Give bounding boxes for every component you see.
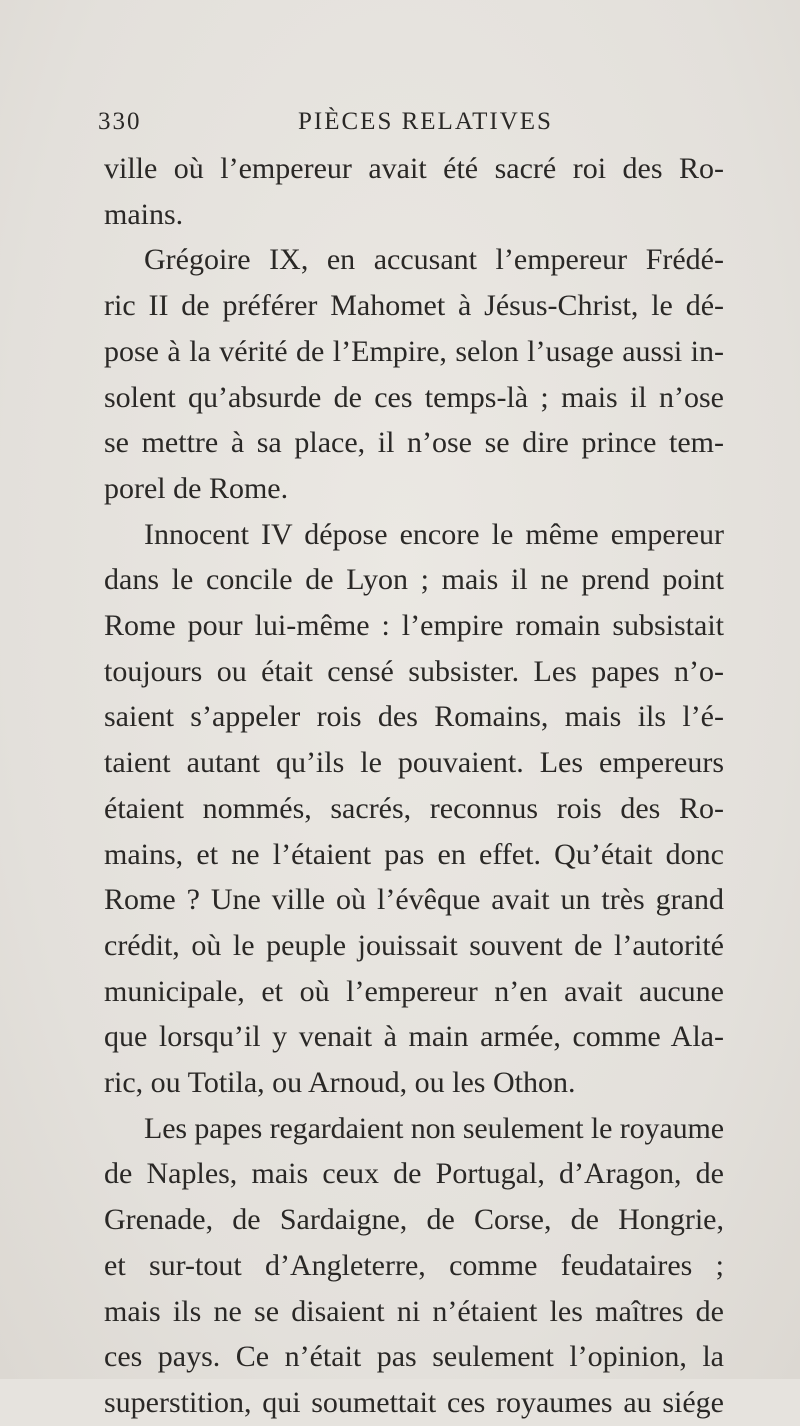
text-line: Grenade, de Sardaigne, de Corse, de Hongrie, [104, 1203, 724, 1237]
text-line: ces pays. Ce n’était pas seulement l’opinion, la [104, 1340, 724, 1374]
text-line: superstition, qui soumettait ces royaumes au siége [104, 1385, 724, 1419]
text-line: porel de Rome. [104, 471, 289, 505]
paragraph-start-line: Les papes regardaient non seulement le royaume [144, 1111, 725, 1145]
text-line: mains. [104, 197, 184, 231]
text-line: étaient nommés, sacrés, reconnus rois des Ro- [104, 791, 724, 825]
running-title: PIÈCES RELATIVES [298, 108, 553, 135]
text-line: que lorsqu’il y venait à main armée, comme Ala- [104, 1020, 724, 1054]
text-line: saient s’appeler rois des Romains, mais ils l’é- [104, 700, 724, 734]
text-line: Rome ? Une ville où l’évêque avait un très grand [104, 883, 724, 917]
text-line: se mettre à sa place, il n’ose se dire prince tem- [104, 426, 724, 460]
text-line: solent qu’absurde de ces temps-là ; mais il n’ose [104, 380, 724, 414]
text-line: mains, et ne l’étaient pas en effet. Qu’était donc [104, 837, 724, 871]
page-number: 330 [98, 108, 142, 135]
text-line: ric, ou Totila, ou Arnoud, ou les Othon. [104, 1066, 576, 1100]
text-line: Rome pour lui-même : l’empire romain subsistait [104, 609, 724, 643]
text-line: municipale, et où l’empereur n’en avait aucune [104, 974, 724, 1008]
text-line: mais ils ne se disaient ni n’étaient les maîtres de [104, 1294, 724, 1328]
text-line: ric II de préférer Mahomet à Jésus-Christ, le dé- [104, 289, 724, 323]
text-line: de Naples, mais ceux de Portugal, d’Aragon, de [104, 1157, 724, 1191]
text-line: dans le concile de Lyon ; mais il ne prend point [104, 563, 724, 597]
body-text [104, 146, 724, 1426]
paragraph-start-line: Innocent IV dépose encore le même empereur [144, 517, 724, 551]
paragraph-start-line: Grégoire IX, en accusant l’empereur Frédé- [144, 243, 724, 277]
text-line: ville où l’empereur avait été sacré roi des Ro- [104, 152, 724, 185]
page-header [98, 108, 698, 148]
text-line: pose à la vérité de l’Empire, selon l’usage aussi in- [104, 334, 724, 368]
text-line: crédit, où le peuple jouissait souvent de l’autorité [104, 928, 724, 962]
text-line: toujours ou était censé subsister. Les papes n’o- [104, 654, 724, 688]
text-line: taient autant qu’ils le pouvaient. Les empereurs [104, 746, 724, 780]
text-line: et sur-tout d’Angleterre, comme feudataires ; [104, 1248, 724, 1282]
